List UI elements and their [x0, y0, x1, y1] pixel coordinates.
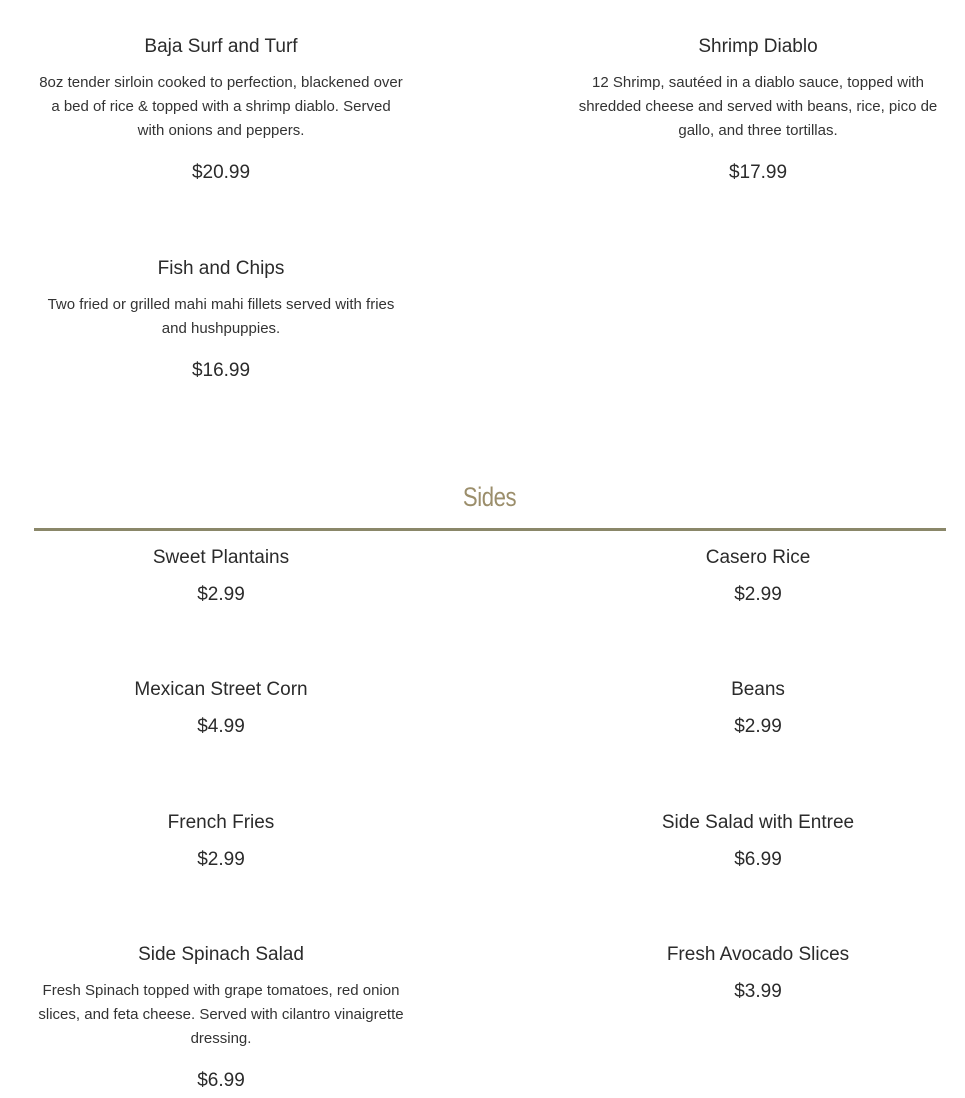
- item-description: Two fried or grilled mahi mahi fillets served with fries and hushpuppies.: [47, 296, 395, 337]
- item-name: Side Salad with Entree: [661, 812, 855, 833]
- item-name: Baja Surf and Turf: [144, 36, 298, 57]
- menu-item-side-salad-with-entree: [572, 811, 944, 872]
- menu-item-fish-and-chips: [35, 257, 407, 383]
- item-name: Sweet Plantains: [152, 547, 290, 568]
- item-price: $16.99: [191, 360, 251, 381]
- sides-section-header: [34, 478, 946, 531]
- menu-item-fresh-avocado-slices: [572, 943, 944, 1004]
- item-price: $3.99: [734, 981, 782, 1002]
- menu-item-baja-surf-and-turf: [35, 35, 407, 185]
- item-price: $6.99: [734, 849, 782, 870]
- item-price: $2.99: [197, 584, 245, 605]
- item-description: 12 Shrimp, sautéed in a diablo sauce, topped with shredded cheese and served with beans, rice, pico de gallo, and three tortillas.: [578, 74, 938, 139]
- menu-item-side-spinach-salad: [35, 943, 407, 1093]
- item-name: Beans: [731, 679, 785, 700]
- section-title: Sides: [463, 482, 517, 512]
- item-name: Fresh Avocado Slices: [666, 944, 850, 965]
- item-name: French Fries: [167, 812, 275, 833]
- menu-item-shrimp-diablo: [572, 35, 944, 185]
- menu-item-casero-rice: [572, 546, 944, 607]
- menu-item-french-fries: [35, 811, 407, 872]
- item-name: Casero Rice: [705, 547, 811, 568]
- item-price: $2.99: [734, 584, 782, 605]
- item-price: $4.99: [197, 716, 245, 737]
- menu-item-sweet-plantains: [35, 546, 407, 607]
- item-name: Shrimp Diablo: [698, 36, 818, 57]
- item-name: Fish and Chips: [157, 258, 285, 279]
- item-price: $2.99: [734, 716, 782, 737]
- item-price: $2.99: [197, 849, 245, 870]
- item-price: $6.99: [197, 1070, 245, 1091]
- item-price: $20.99: [191, 162, 251, 183]
- item-name: Mexican Street Corn: [134, 679, 308, 700]
- menu-item-beans: [572, 678, 944, 739]
- item-description: Fresh Spinach topped with grape tomatoes, red onion slices, and feta cheese. Served with cilantro vinaigrette dressing.: [38, 982, 404, 1047]
- item-price: $17.99: [728, 162, 788, 183]
- menu-item-mexican-street-corn: [35, 678, 407, 739]
- item-description: 8oz tender sirloin cooked to perfection, blackened over a bed of rice & topped with a shrimp diablo. Served with onions and peppers.: [39, 74, 403, 139]
- item-name: Side Spinach Salad: [138, 944, 304, 965]
